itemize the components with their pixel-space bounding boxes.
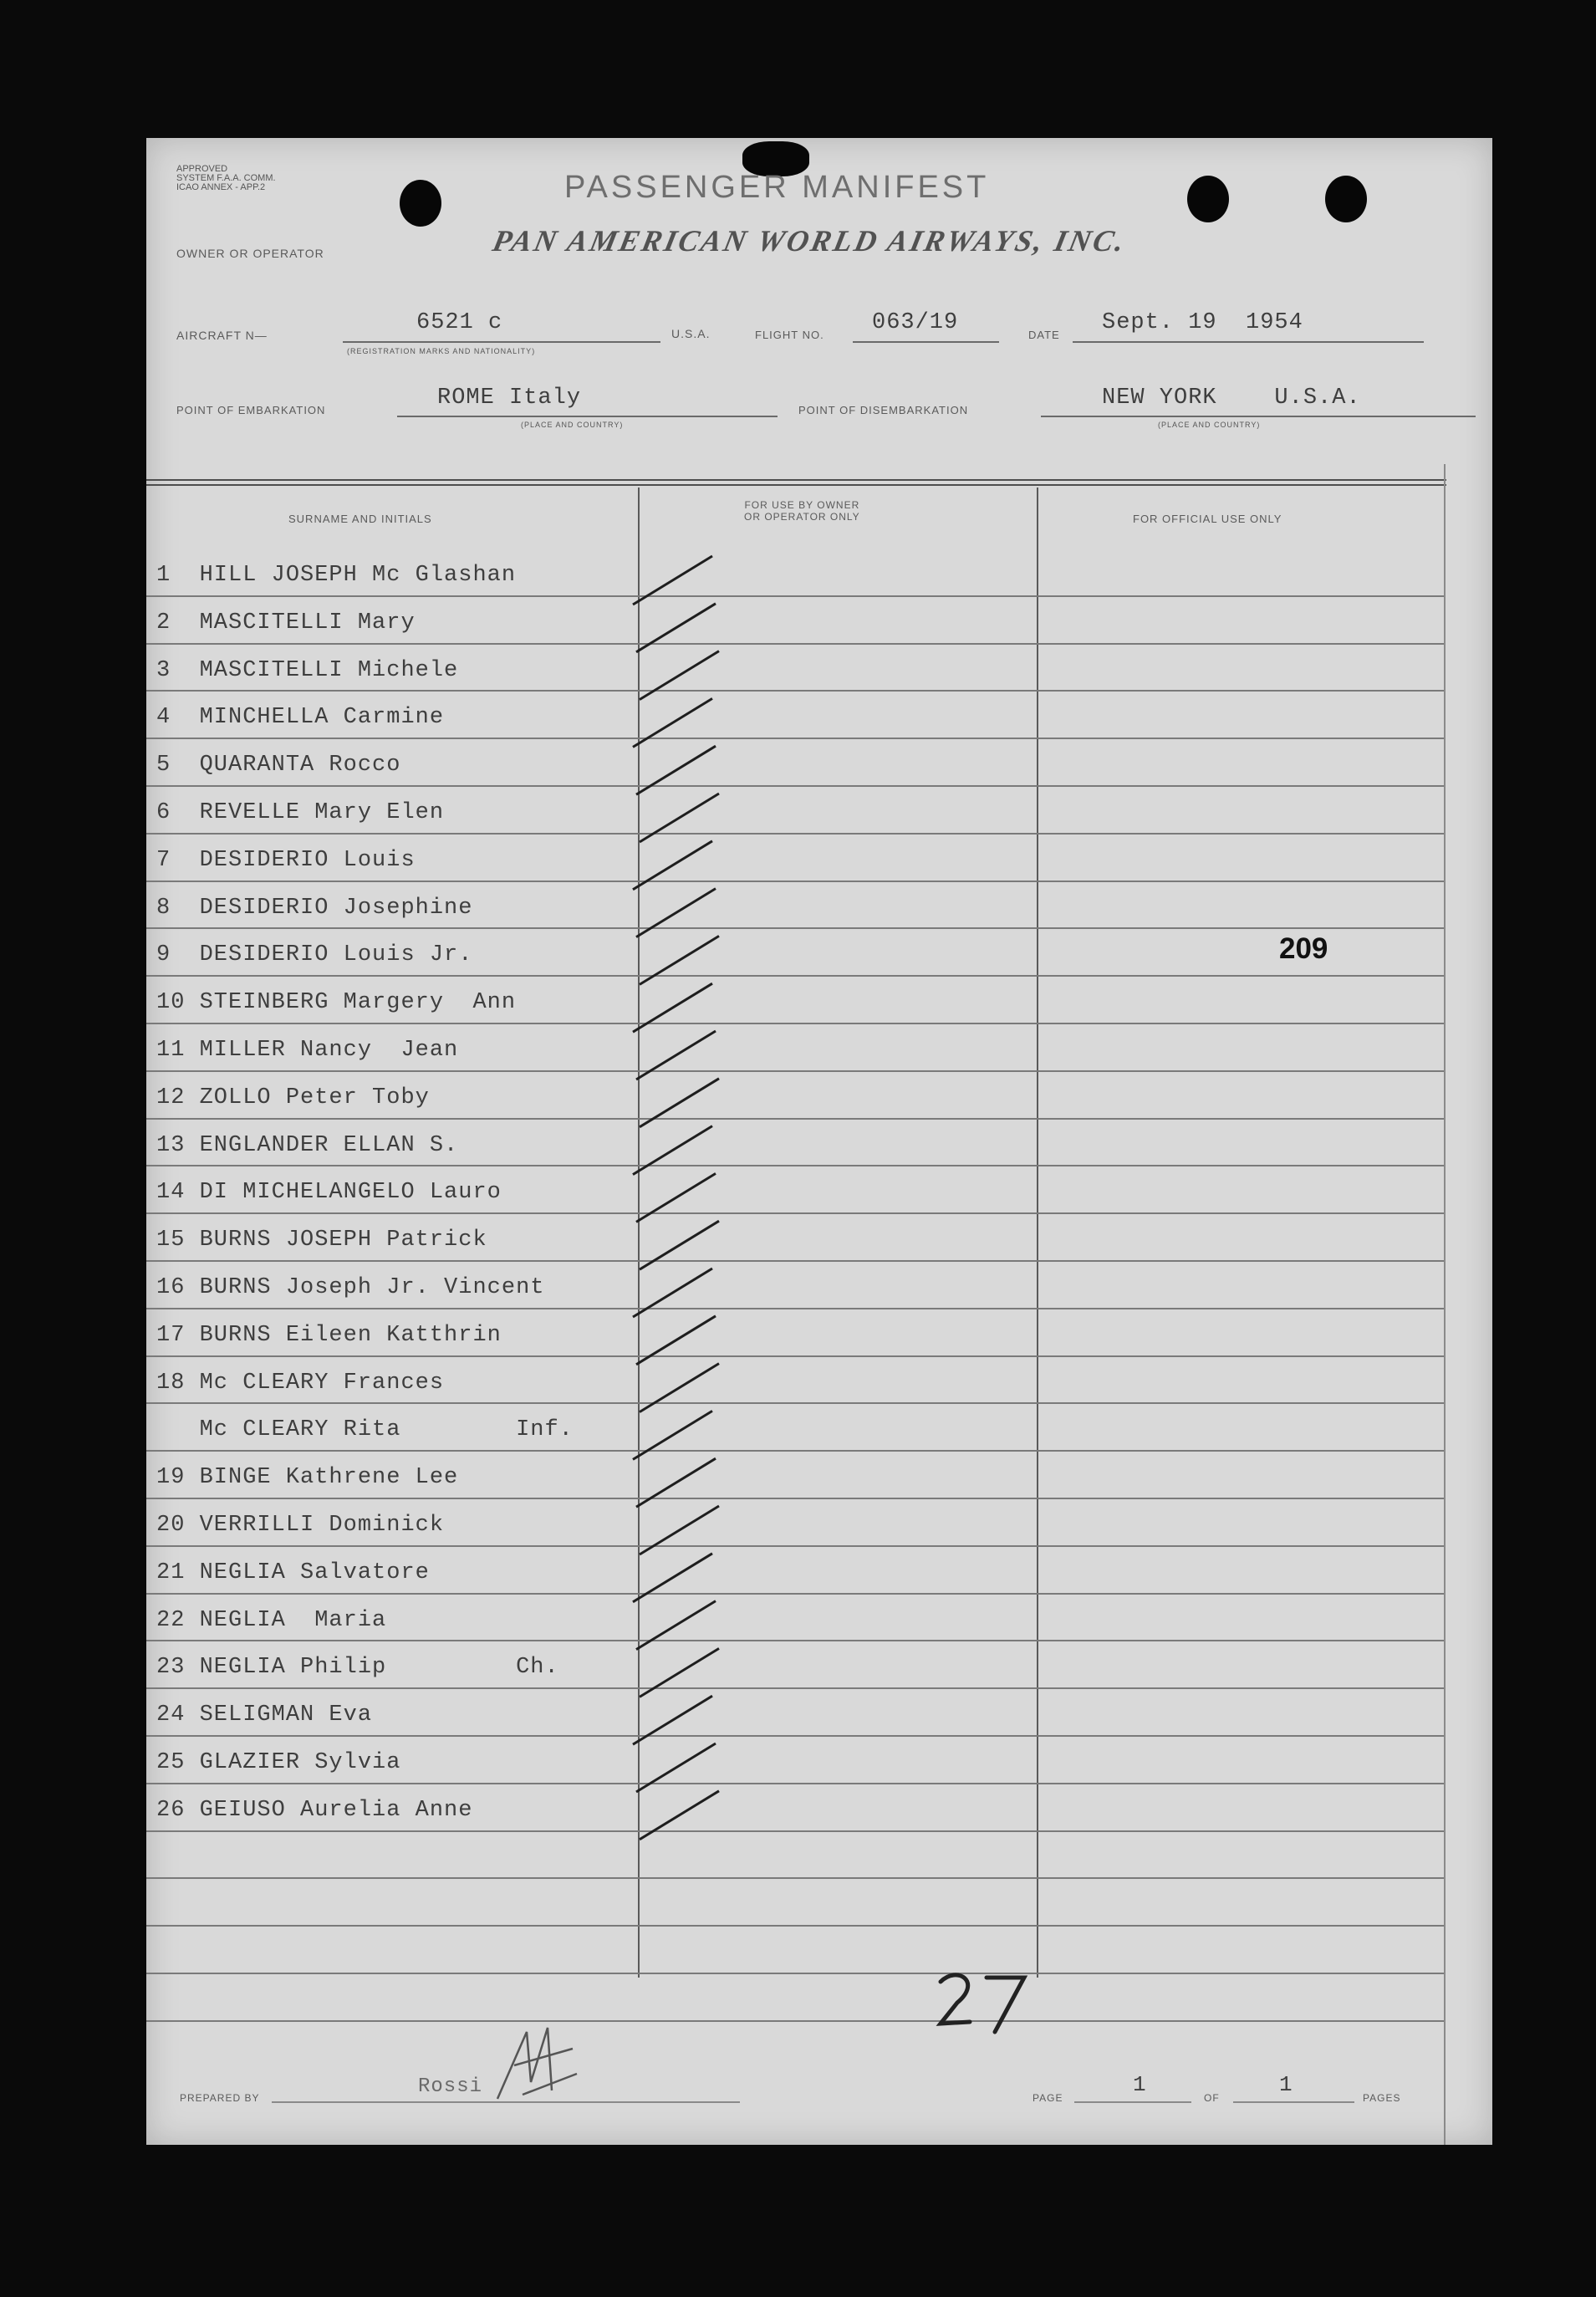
passenger-name: 20 VERRILLI Dominick (156, 1513, 445, 1538)
passenger-name: 17 BURNS Eileen Katthrin (156, 1322, 502, 1348)
check-mark (640, 1506, 719, 1554)
passenger-name: 3 MASCITELLI Michele (156, 657, 459, 683)
approval-line: SYSTEM F.A.A. COMM. (176, 173, 276, 183)
check-mark (636, 1458, 716, 1507)
check-mark (633, 1554, 712, 1602)
col-owner-header-line: OR OPERATOR ONLY (744, 511, 860, 523)
col-owner-header-line: FOR USE BY OWNER (744, 499, 860, 511)
passenger-name: 5 QUARANTA Rocco (156, 753, 401, 778)
check-mark (636, 1743, 716, 1792)
flight-value: 063/19 (872, 310, 959, 335)
check-mark (636, 1173, 716, 1222)
check-mark (640, 1221, 719, 1269)
passenger-name: 9 DESIDERIO Louis Jr. (156, 942, 473, 968)
passenger-name: 10 STEINBERG Margery Ann (156, 990, 517, 1016)
check-mark (633, 698, 712, 747)
disembark-caption: (PLACE AND COUNTRY) (1158, 421, 1261, 429)
check-mark (640, 1364, 719, 1412)
passenger-name: 26 GEIUSO Aurelia Anne (156, 1797, 473, 1823)
embark-value: ROME Italy (437, 385, 582, 411)
check-mark (640, 794, 719, 842)
check-mark (636, 1031, 716, 1080)
col-surname-header: SURNAME AND INITIALS (288, 513, 432, 525)
check-mark (633, 1696, 712, 1744)
of-value: 1 (1279, 2072, 1293, 2097)
check-mark (640, 1791, 719, 1840)
check-mark (640, 1079, 719, 1127)
check-mark (640, 936, 719, 984)
check-mark (633, 841, 712, 890)
check-mark (633, 1126, 712, 1175)
passenger-name: 23 NEGLIA Philip Ch. (156, 1655, 559, 1681)
passenger-name: 15 BURNS JOSEPH Patrick (156, 1228, 487, 1253)
passenger-name: 22 NEGLIA Maria (156, 1607, 387, 1633)
owner-label: OWNER OR OPERATOR (176, 247, 324, 260)
signature (481, 2015, 589, 2116)
official-stamp-number: 209 (1279, 932, 1328, 965)
embark-caption: (PLACE AND COUNTRY) (521, 421, 624, 429)
approval-line: ICAO ANNEX - APP.2 (176, 182, 266, 192)
passenger-name: 24 SELIGMAN Eva (156, 1702, 373, 1728)
aircraft-label: AIRCRAFT N— (176, 329, 268, 342)
passenger-name: 14 DI MICHELANGELO Lauro (156, 1180, 502, 1206)
embark-label: POINT OF EMBARKATION (176, 404, 326, 416)
passenger-name: 8 DESIDERIO Josephine (156, 895, 473, 921)
check-mark (636, 746, 716, 794)
passenger-name: 11 MILLER Nancy Jean (156, 1038, 459, 1063)
owner-checkmarks (146, 138, 1492, 2145)
passenger-name: 4 MINCHELLA Carmine (156, 705, 445, 731)
passenger-name: 1 HILL JOSEPH Mc Glashan (156, 563, 517, 588)
check-mark (640, 651, 719, 700)
passenger-name: 25 GLAZIER Sylvia (156, 1750, 401, 1775)
col-official-header: FOR OFFICIAL USE ONLY (1133, 513, 1282, 525)
passenger-name: 18 Mc CLEARY Frances (156, 1370, 445, 1396)
check-mark (633, 983, 712, 1032)
passenger-name: 7 DESIDERIO Louis (156, 847, 416, 873)
check-mark (633, 1268, 712, 1317)
pages-label: PAGES (1363, 2092, 1401, 2104)
date-value: Sept. 19 1954 (1102, 310, 1303, 335)
passenger-name: 2 MASCITELLI Mary (156, 610, 416, 636)
aircraft-value: 6521 c (416, 310, 503, 335)
disembark-value: NEW YORK U.S.A. (1102, 385, 1361, 411)
check-mark (636, 889, 716, 937)
disembark-label: POINT OF DISEMBARKATION (798, 404, 969, 416)
date-label: DATE (1028, 329, 1060, 341)
passenger-name: 16 BURNS Joseph Jr. Vincent (156, 1275, 545, 1300)
of-label: OF (1204, 2092, 1220, 2104)
flight-label: FLIGHT NO. (755, 329, 824, 341)
passenger-name: 13 ENGLANDER ELLAN S. (156, 1132, 459, 1158)
approval-line: APPROVED (176, 164, 228, 174)
passenger-name: 6 REVELLE Mary Elen (156, 800, 445, 825)
check-mark (640, 1648, 719, 1697)
handwritten-total (924, 1965, 1041, 2040)
page-value: 1 (1133, 2072, 1147, 2097)
prepared-value: Rossi (418, 2075, 483, 2098)
check-mark (636, 604, 716, 652)
passenger-name: 12 ZOLLO Peter Toby (156, 1085, 430, 1110)
check-mark (633, 556, 712, 605)
manifest-sheet (146, 138, 1492, 2145)
passenger-name: Mc CLEARY Rita Inf. (156, 1417, 574, 1443)
page-label: PAGE (1033, 2092, 1063, 2104)
passenger-name: 19 BINGE Kathrene Lee (156, 1465, 459, 1491)
check-mark (633, 1411, 712, 1459)
usa-label: U.S.A. (671, 327, 711, 340)
passenger-name: 21 NEGLIA Salvatore (156, 1559, 430, 1585)
document-title: PASSENGER MANIFEST (564, 170, 990, 205)
check-mark (636, 1601, 716, 1650)
airline-name: PAN AMERICAN WORLD AIRWAYS, INC. (489, 224, 1130, 258)
check-mark (636, 1316, 716, 1365)
registration-caption: (REGISTRATION MARKS AND NATIONALITY) (347, 347, 536, 355)
prepared-label: PREPARED BY (180, 2092, 260, 2104)
